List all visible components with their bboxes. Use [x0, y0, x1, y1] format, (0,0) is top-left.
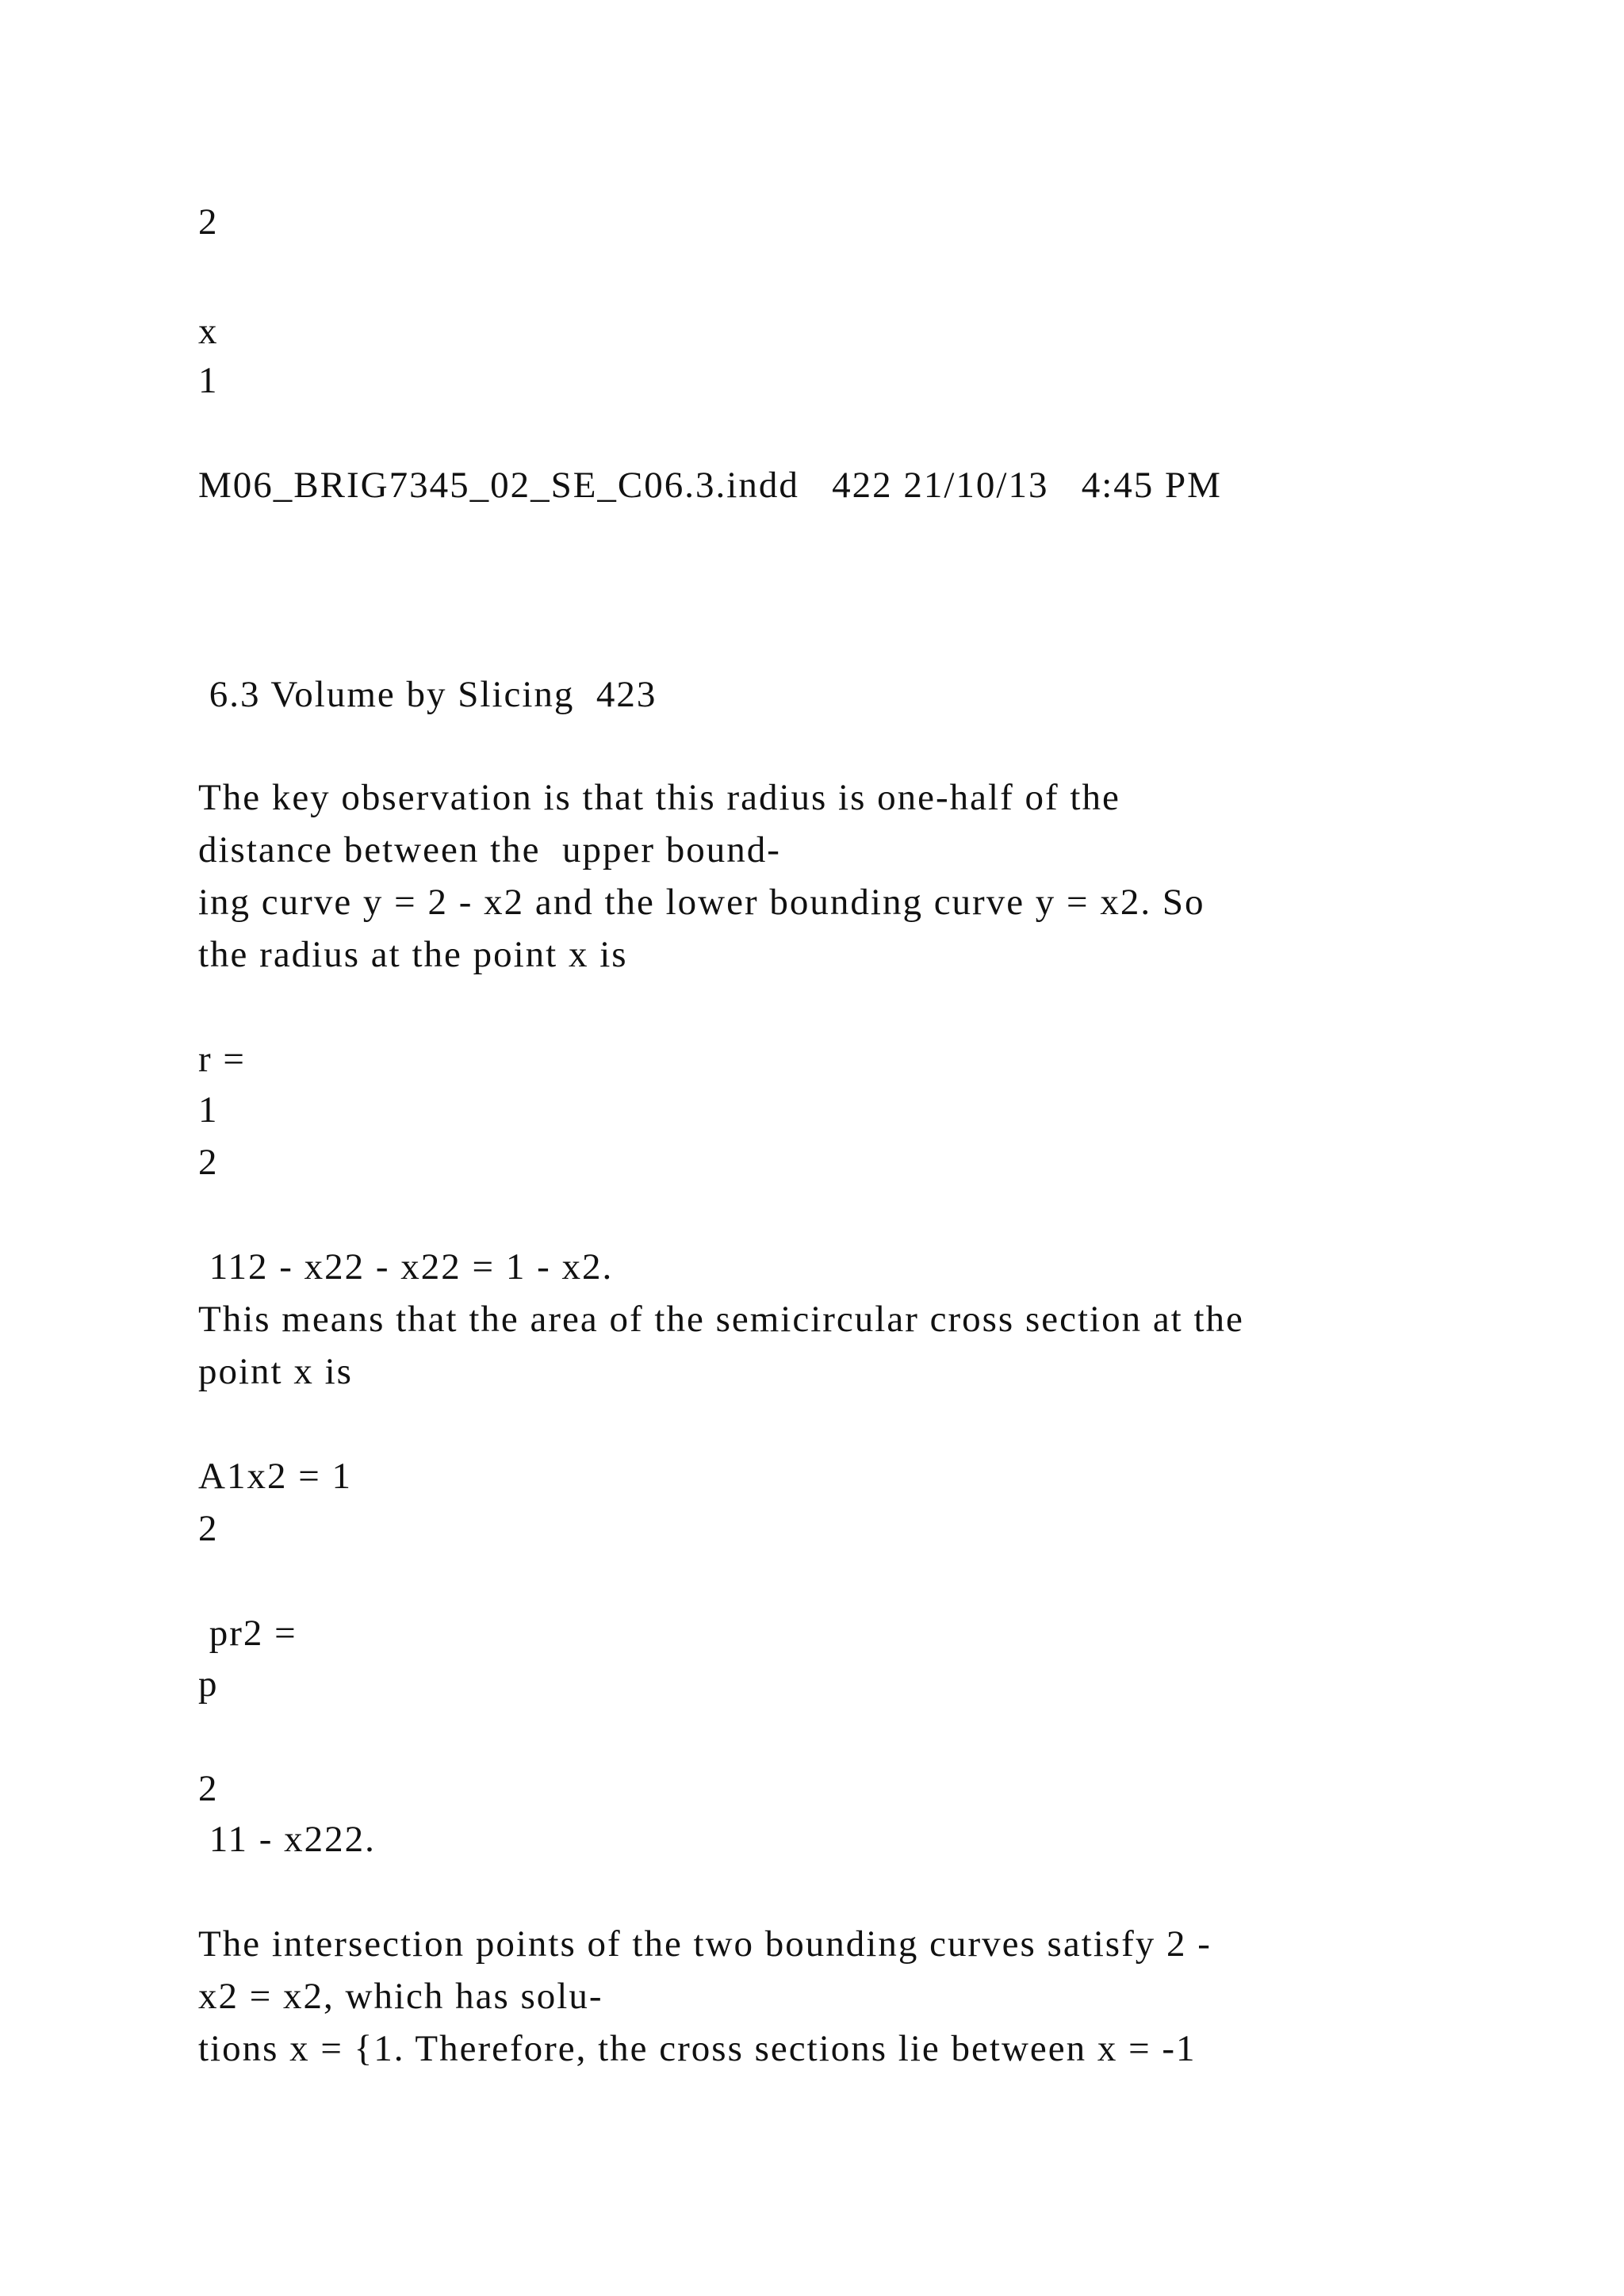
equation-line: 112 - x22 - x22 = 1 - x2.	[198, 1246, 614, 1288]
text-line: 1	[198, 360, 219, 401]
equation-line: p	[198, 1663, 219, 1705]
equation-line: 1	[198, 1089, 219, 1131]
equation-line: pr2 =	[198, 1613, 297, 1654]
text-line: 2	[198, 201, 219, 243]
equation-line: 2	[198, 1142, 219, 1183]
text-line: The key observation is that this radius is one-half of the	[198, 777, 1120, 818]
running-header: 6.3 Volume by Slicing 423	[198, 674, 657, 715]
text-line: the radius at the point x is	[198, 934, 628, 975]
text-line: distance between the upper bound-	[198, 829, 781, 871]
equation-line: A1x2 = 1	[198, 1456, 352, 1497]
text-line: point x is	[198, 1351, 353, 1392]
page-slug: M06_BRIG7345_02_SE_C06.3.indd 422 21/10/13 4:45 PM	[198, 465, 1222, 506]
equation-line: 11 - x222.	[198, 1819, 376, 1860]
equation-line: r =	[198, 1039, 246, 1080]
text-line: x	[198, 311, 219, 352]
equation-line: 2	[198, 1768, 219, 1809]
equation-line: 2	[198, 1508, 219, 1549]
text-line: x2 = x2, which has solu-	[198, 1976, 603, 2017]
text-line: ing curve y = 2 - x2 and the lower bounding curve y = x2. So	[198, 882, 1205, 923]
text-line: tions x = {1. Therefore, the cross sections lie between x = -1	[198, 2028, 1197, 2069]
text-line: The intersection points of the two bounding curves satisfy 2 -	[198, 1923, 1212, 1965]
text-line: This means that the area of the semicircular cross section at the	[198, 1299, 1244, 1340]
